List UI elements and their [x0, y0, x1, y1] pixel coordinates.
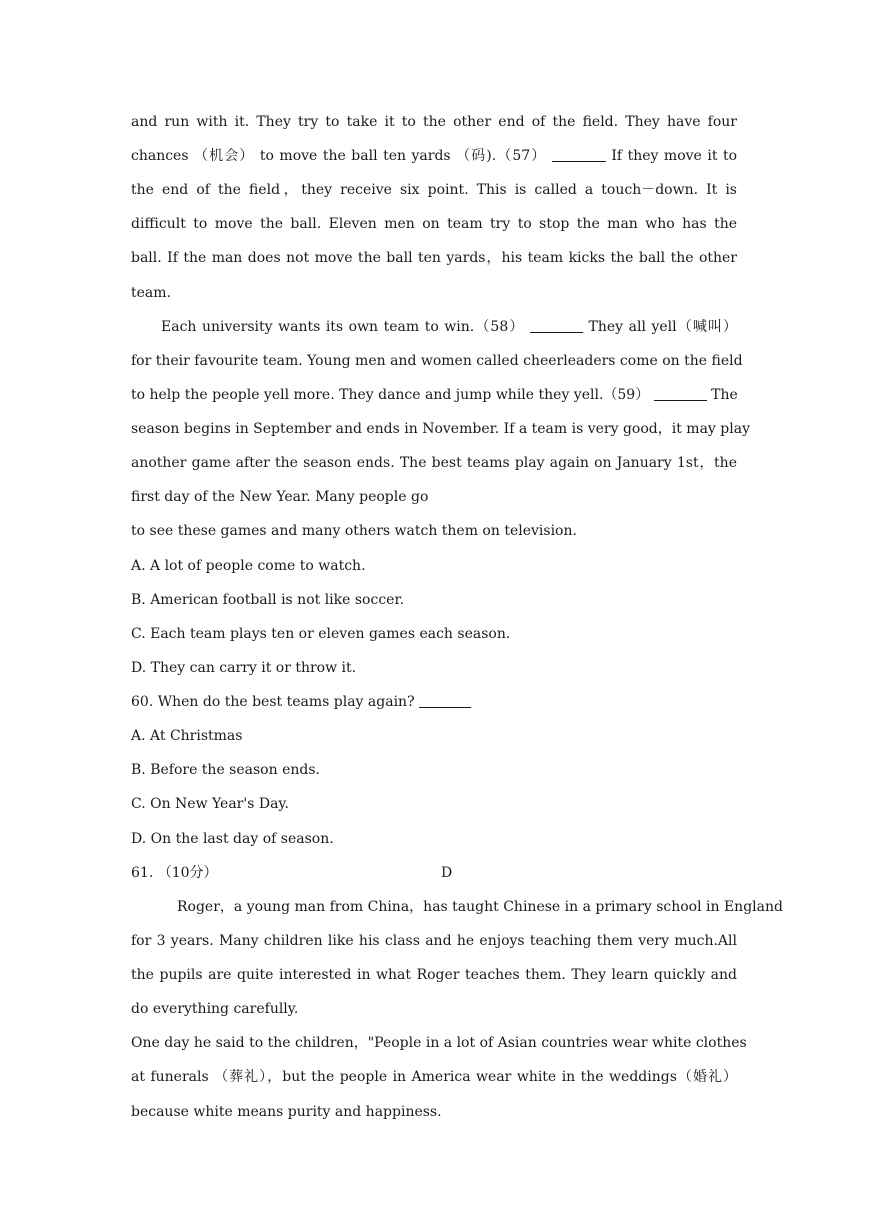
passage-line: for their favourite team. Young men and women called cheerleaders come on the field	[131, 353, 743, 369]
passage-line: the pupils are quite interested in what Roger teaches them. They learn quickly and	[131, 967, 737, 983]
q60-option-d: D. On the last day of season.	[131, 831, 334, 847]
passage-text: If they move it to	[611, 148, 738, 164]
question-number: 61. （10分）	[131, 865, 218, 881]
passage-text: chances （机会） to move the ball ten yards （码).（57）	[131, 148, 547, 164]
option-c: C. Each team plays ten or eleven games each season.	[131, 626, 511, 642]
passage-line	[131, 144, 737, 168]
passage-line: at funerals （葬礼），but the people in America wear white in the weddings（婚礼）	[131, 1069, 737, 1085]
answer-blank-59[interactable]	[654, 385, 707, 401]
question-text: 60. When do the best teams play again?	[131, 694, 415, 710]
passage-text: The	[711, 387, 738, 403]
answer-blank-60[interactable]	[419, 692, 471, 708]
passage-line: Roger，a young man from China，has taught Chinese in a primary school in England	[177, 899, 783, 915]
answer-blank-58[interactable]	[530, 317, 583, 333]
q60-option-a: A. At Christmas	[131, 728, 243, 744]
passage-line: and run with it. They try to take it to the other end of the field. They have four	[131, 114, 737, 130]
section-header	[131, 861, 737, 885]
passage-line: another game after the season ends. The best teams play again on January 1st，the	[131, 455, 737, 471]
passage-line: team.	[131, 285, 171, 301]
passage-text: to help the people yell more. They dance and jump while they yell.（59）	[131, 387, 650, 403]
q60-option-b: B. Before the season ends.	[131, 762, 320, 778]
option-a: A. A lot of people come to watch.	[131, 558, 366, 574]
question-60	[131, 690, 737, 714]
passage-line: difficult to move the ball. Eleven men on team try to stop the man who has the	[131, 216, 737, 232]
answer-blank-57[interactable]	[552, 146, 606, 162]
section-label: D	[441, 865, 453, 881]
option-b: B. American football is not like soccer.	[131, 592, 405, 608]
passage-line: the end of the field，they receive six point. This is called a touch－down. It is	[131, 182, 737, 198]
passage-line: season begins in September and ends in November. If a team is very good，it may play	[131, 421, 750, 437]
passage-line: to see these games and many others watch them on television.	[131, 523, 577, 539]
option-d: D. They can carry it or throw it.	[131, 660, 357, 676]
passage-text: They all yell（喊叫）	[588, 319, 738, 335]
passage-line: One day he said to the children，"People in a lot of Asian countries wear white clothes	[131, 1035, 747, 1051]
passage-line: ball. If the man does not move the ball ten yards，his team kicks the ball the other	[131, 250, 737, 266]
q60-option-c: C. On New Year's Day.	[131, 796, 289, 812]
passage-line: first day of the New Year. Many people go	[131, 489, 429, 505]
passage-line: do everything carefully.	[131, 1001, 299, 1017]
passage-text: Each university wants its own team to win.（58）	[161, 319, 525, 335]
passage-line: because white means purity and happiness.	[131, 1104, 442, 1120]
passage-line	[161, 315, 737, 339]
passage-line: for 3 years. Many children like his class and he enjoys teaching them very much.All	[131, 933, 737, 949]
passage-line	[131, 383, 737, 407]
